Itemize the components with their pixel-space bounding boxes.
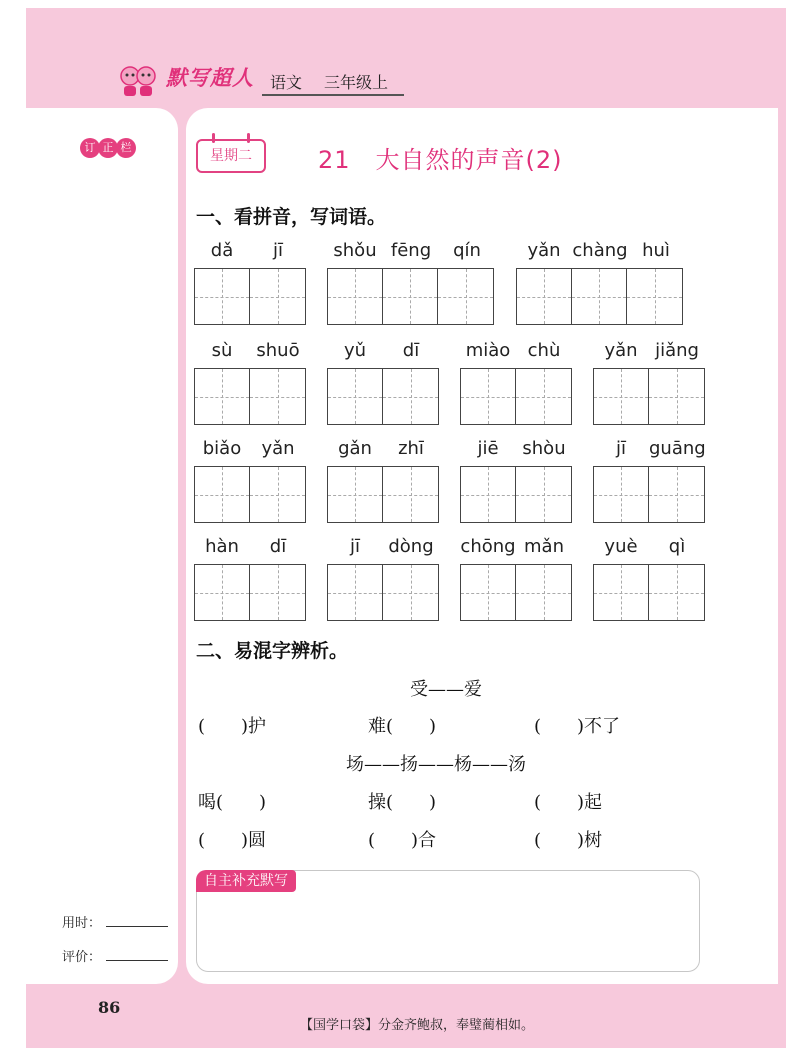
word-group: [194, 240, 308, 326]
correction-char: 栏: [116, 138, 136, 158]
character-cell[interactable]: [461, 565, 516, 620]
pinyin-label: shǒu: [333, 240, 377, 261]
character-cell[interactable]: [383, 565, 438, 620]
writing-grid: [593, 564, 705, 621]
word-group: [327, 340, 441, 426]
character-cell[interactable]: [516, 565, 571, 620]
weekday-badge: 星期二: [196, 139, 266, 173]
word-group: [593, 438, 707, 524]
fill-blank[interactable]: 操( ): [368, 792, 437, 813]
pinyin-label: shuō: [256, 340, 300, 361]
pinyin-label: jiǎng: [655, 340, 699, 361]
pinyin-label: qì: [668, 536, 686, 557]
character-cell[interactable]: [461, 369, 516, 424]
pinyin-label: shòu: [522, 438, 566, 459]
word-group: [194, 438, 308, 524]
fill-blank[interactable]: 喝( ): [198, 792, 267, 813]
character-cell[interactable]: [195, 467, 250, 522]
eval-label: 评价：: [62, 950, 102, 965]
writing-grid: [194, 268, 306, 325]
footer-quote: 【国学口袋】分金齐鲍叔，奉璧蔺相如。: [300, 1018, 535, 1033]
subject-label: 语文: [270, 73, 303, 92]
confusable-pair-2: 场——扬——杨——汤: [346, 754, 526, 775]
time-label: 用时：: [62, 916, 102, 931]
character-cell[interactable]: [328, 369, 383, 424]
fill-blank[interactable]: ( )圆: [198, 830, 267, 851]
character-cell[interactable]: [328, 565, 383, 620]
character-cell[interactable]: [594, 369, 649, 424]
pinyin-label: chàng: [572, 240, 628, 261]
writing-grid: [516, 268, 683, 325]
pinyin-label: yuè: [604, 536, 638, 557]
fill-blank[interactable]: ( )起: [534, 792, 603, 813]
pinyin-label: jiē: [477, 438, 499, 459]
confusable-pair-1: 受——爱: [410, 679, 482, 700]
pinyin-label: yǎn: [261, 438, 295, 459]
character-cell[interactable]: [517, 269, 572, 324]
mascot-logo-icon: [118, 62, 158, 98]
lesson-title: 21 大自然的声音(2): [318, 146, 563, 174]
pinyin-label: zhī: [398, 438, 424, 459]
pinyin-label: sù: [211, 340, 233, 361]
fill-blank[interactable]: ( )树: [534, 830, 603, 851]
pinyin-label: biǎo: [202, 438, 242, 459]
character-cell[interactable]: [594, 565, 649, 620]
writing-grid: [460, 368, 572, 425]
word-group: [327, 438, 441, 524]
writing-grid: [593, 368, 705, 425]
pinyin-label: dǎ: [210, 240, 234, 261]
correction-badge: [80, 138, 134, 158]
word-group: [593, 536, 707, 622]
pinyin-label: hàn: [205, 536, 239, 557]
time-blank[interactable]: [106, 926, 168, 927]
correction-char: 正: [98, 138, 118, 158]
pinyin-label: jī: [272, 240, 283, 261]
character-cell[interactable]: [250, 369, 305, 424]
character-cell[interactable]: [250, 269, 305, 324]
character-cell[interactable]: [516, 369, 571, 424]
brand-title: 默写超人: [166, 66, 254, 90]
header-underline: [262, 94, 404, 96]
writing-grid: [460, 564, 572, 621]
writing-grid: [327, 466, 439, 523]
writing-grid: [194, 564, 306, 621]
word-group: [460, 438, 574, 524]
word-group: [194, 340, 308, 426]
word-group: [194, 536, 308, 622]
word-group: [460, 536, 574, 622]
pinyin-label: dòng: [388, 536, 434, 557]
character-cell[interactable]: [383, 467, 438, 522]
fill-blank[interactable]: 难( ): [368, 716, 437, 737]
word-group: [327, 536, 441, 622]
character-cell[interactable]: [195, 565, 250, 620]
writing-grid: [327, 268, 494, 325]
word-group: [516, 240, 686, 326]
word-group: [327, 240, 497, 326]
correction-column: [26, 108, 178, 984]
writing-grid: [593, 466, 705, 523]
writing-grid: [194, 466, 306, 523]
pinyin-label: fēng: [390, 240, 432, 261]
character-cell[interactable]: [649, 369, 704, 424]
pinyin-label: jī: [615, 438, 626, 459]
pinyin-label: yǎn: [527, 240, 561, 261]
character-cell[interactable]: [572, 269, 627, 324]
pinyin-label: qín: [453, 240, 481, 261]
pinyin-label: gǎn: [338, 438, 372, 459]
character-cell[interactable]: [627, 269, 682, 324]
pinyin-label: yǎn: [604, 340, 638, 361]
fill-blank[interactable]: ( )不了: [534, 716, 621, 737]
character-cell[interactable]: [328, 467, 383, 522]
character-cell[interactable]: [383, 269, 438, 324]
character-cell[interactable]: [461, 467, 516, 522]
writing-grid: [194, 368, 306, 425]
word-group: [460, 340, 574, 426]
character-cell[interactable]: [250, 565, 305, 620]
character-cell[interactable]: [195, 269, 250, 324]
pinyin-label: dī: [402, 340, 420, 361]
section1-title: 一、看拼音，写词语。: [196, 206, 387, 228]
character-cell[interactable]: [438, 269, 493, 324]
pinyin-label: miào: [465, 340, 511, 361]
writing-grid: [327, 368, 439, 425]
character-cell[interactable]: [328, 269, 383, 324]
fill-blank[interactable]: ( )合: [368, 830, 437, 851]
character-cell[interactable]: [383, 369, 438, 424]
correction-char: 订: [80, 138, 100, 158]
page-number: 86: [98, 998, 121, 1017]
pinyin-label: guāng: [649, 438, 706, 459]
writing-grid: [460, 466, 572, 523]
character-cell[interactable]: [195, 369, 250, 424]
eval-blank[interactable]: [106, 960, 168, 961]
writing-grid: [327, 564, 439, 621]
character-cell[interactable]: [250, 467, 305, 522]
pinyin-label: yǔ: [343, 340, 367, 361]
section2-title: 二、易混字辨析。: [196, 640, 349, 662]
character-cell[interactable]: [649, 467, 704, 522]
pinyin-label: chù: [527, 340, 561, 361]
character-cell[interactable]: [594, 467, 649, 522]
grade-label: 三年级上: [324, 73, 389, 92]
pinyin-label: chōng: [460, 536, 516, 557]
pinyin-label: huì: [642, 240, 670, 261]
fill-blank[interactable]: ( )护: [198, 716, 267, 737]
word-group: [593, 340, 707, 426]
supplement-label: 自主补充默写: [196, 870, 296, 892]
character-cell[interactable]: [516, 467, 571, 522]
pinyin-label: mǎn: [524, 536, 564, 557]
pinyin-label: dī: [269, 536, 287, 557]
pinyin-label: jī: [349, 536, 360, 557]
character-cell[interactable]: [649, 565, 704, 620]
